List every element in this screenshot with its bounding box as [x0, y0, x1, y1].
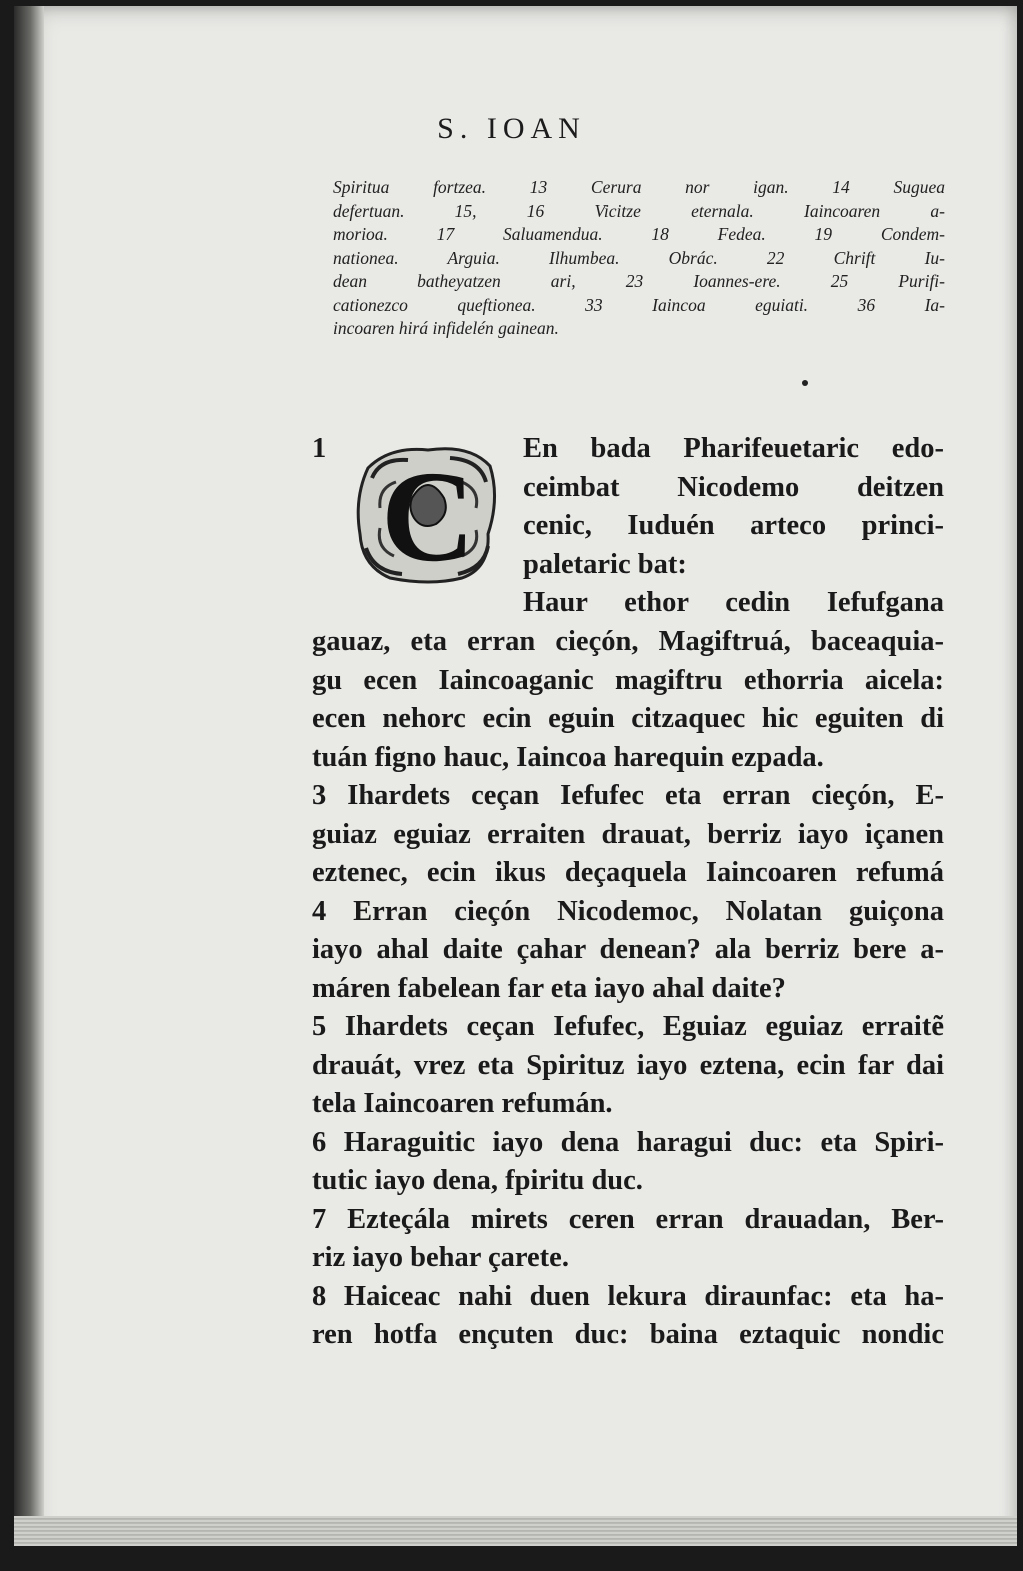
text-line: iayo ahal daite çahar denean? ala berriz bere a-: [312, 934, 944, 965]
text-line: 7 Ezteçála mirets ceren erran drauadan, Ber-: [312, 1203, 944, 1235]
running-header: S. IOAN: [437, 112, 586, 145]
decorated-initial: [350, 438, 506, 588]
text-line: 3 Ihardets ceçan Iefufec eta erran cieçón, E-: [312, 780, 944, 811]
text-line: tuán figno hauc, Iaincoa harequin ezpada.: [312, 741, 824, 773]
text-line: cenic, Iuduén arteco princi-: [523, 510, 944, 541]
text-line: ecen nehorc ecin eguin citzaquec hic eguiten di: [312, 703, 944, 734]
chapter-text: [312, 623, 944, 1355]
text-line: paletaric bat:: [523, 548, 687, 580]
text-line: máren fabelean far eta iayo ahal daite?: [312, 972, 786, 1004]
text-line: 4 Erran cieçón Nicodemoc, Nolatan guiçona: [312, 895, 944, 927]
summary-line: cationezco queftionea. 33 Iaincoa eguiati. 36 Ia-: [333, 294, 945, 315]
summary-line: dean batheyatzen ari, 23 Ioannes-ere. 25 Purifi-: [333, 271, 945, 291]
text-line: gauaz, eta erran cieçón, Magiftruá, baceaquia-: [312, 626, 944, 657]
summary-line: nationea. Arguia. Ilhumbea. Obrác. 22 Chrift Iu-: [333, 247, 945, 268]
summary-line: morioa. 17 Saluamendua. 18 Fedea. 19 Condem-: [333, 224, 945, 244]
chapter-summary: [333, 176, 945, 341]
verse-number: 1: [312, 433, 327, 464]
ornament-initial-icon: [350, 438, 506, 588]
text-line: eztenec, ecin ikus deçaquela Iaincoaren refumá: [312, 857, 944, 888]
text-line: ceimbat Nicodemo deitzen: [523, 471, 944, 503]
indented-lines: [523, 430, 944, 623]
text-line: guiaz eguiaz erraiten drauat, berriz iayo içanen: [312, 818, 944, 850]
ornament-dot: [802, 380, 808, 386]
book-spine: [14, 6, 44, 1546]
text-line: tutic iayo dena, fpiritu duc.: [312, 1165, 643, 1196]
text-line: drauát, vrez eta Spirituz iayo eztena, ecin far dai: [312, 1049, 944, 1081]
text-line: 6 Haraguitic iayo dena haragui duc: eta Spiri-: [312, 1126, 944, 1158]
summary-line: Spiritua fortzea. 13 Cerura nor igan. 14 Suguea: [333, 177, 945, 197]
text-line: 8 Haiceac nahi duen lekura diraunfac: eta ha-: [312, 1280, 944, 1312]
text-line: tela Iaincoaren refumán.: [312, 1088, 613, 1119]
page-edges: [14, 1516, 1017, 1546]
text-line: Haur ethor cedin Iefufgana: [523, 587, 944, 618]
text-line: riz iayo behar çarete.: [312, 1242, 569, 1273]
summary-line: defertuan. 15, 16 Vicitze eternala. Iaincoaren a-: [333, 200, 945, 221]
text-line: ren hotfa ençuten duc: baina eztaquic nondic: [312, 1319, 944, 1350]
initial-letter: C: [381, 445, 475, 588]
text-line: gu ecen Iaincoaganic magiftru ethorria aicela:: [312, 664, 944, 696]
text-line: 5 Ihardets ceçan Iefufec, Eguiaz eguiaz erraitẽ: [312, 1011, 944, 1042]
summary-line: incoaren hirá infidelén gainean.: [333, 318, 559, 338]
text-line: En bada Pharifeuetaric edo-: [523, 433, 944, 464]
